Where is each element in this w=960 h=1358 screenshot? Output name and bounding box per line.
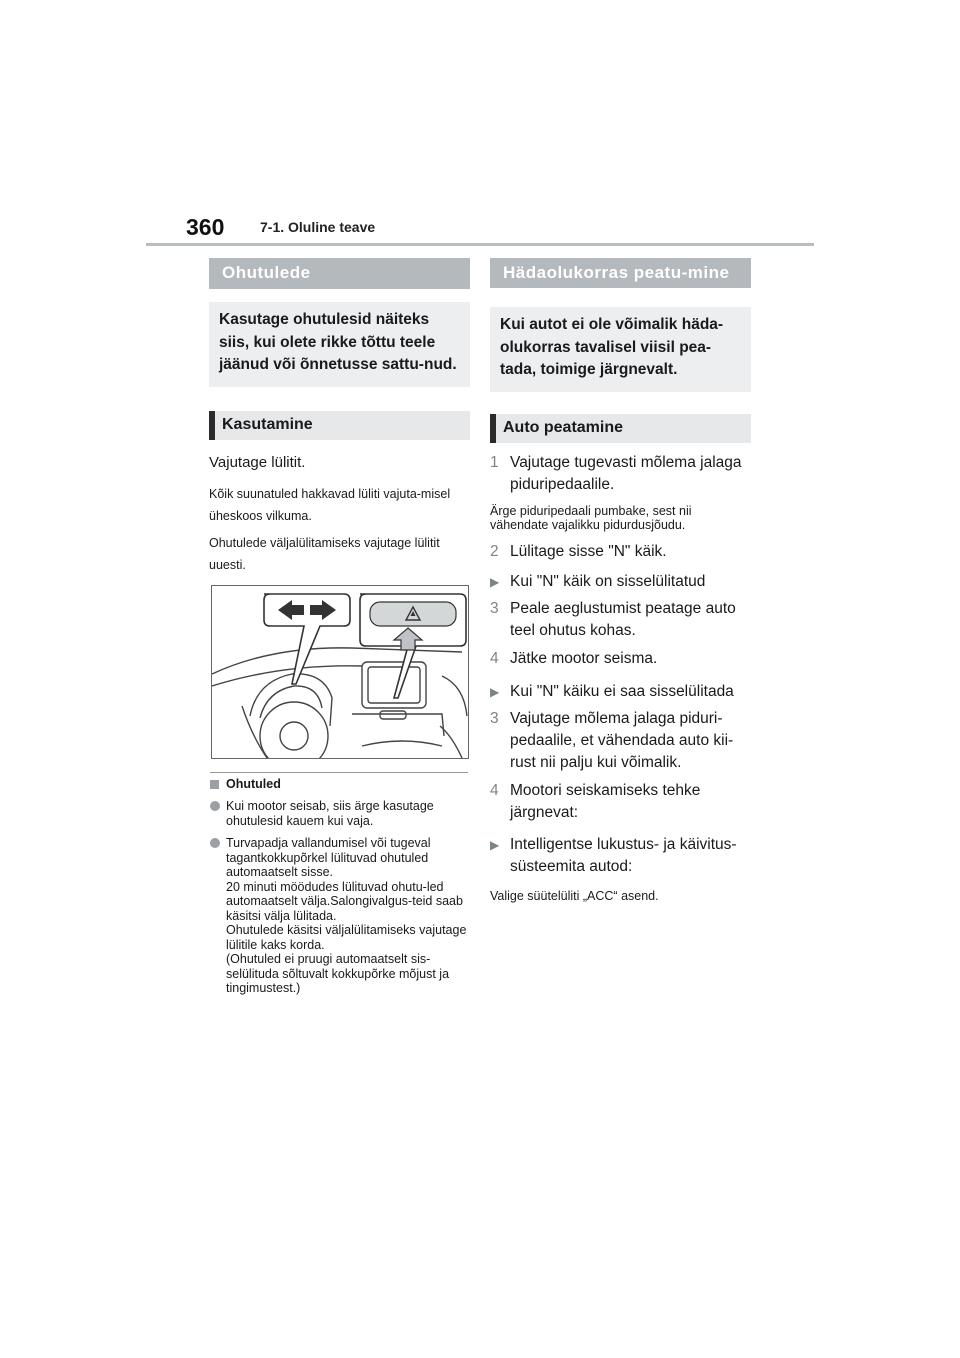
step-3a — [490, 598, 751, 642]
subsection-heading-usage: Kasutamine — [209, 411, 470, 440]
step-number: 2 — [490, 542, 499, 560]
step-number: 4 — [490, 781, 499, 799]
step-number: 3 — [490, 599, 499, 617]
section-lead-2: Kui autot ei ole võimalik häda-olukorras tavalisel viisil pea-tada, toimige järgnevalt. — [490, 307, 751, 392]
step-1 — [490, 452, 751, 496]
step-3b — [490, 708, 751, 774]
notes-divider — [210, 772, 468, 773]
section-title-emergency-stop: Hädaolukorras peatu-mine — [490, 258, 751, 288]
step-text: Jätke mootor seisma. — [510, 649, 658, 667]
description-text-2: Ohutulede väljalülitamiseks vajutage lülitit uuesti. — [209, 535, 440, 572]
step-note: Ärge piduripedaali pumbake, sest nii vähendate vajalikku pidurdusjõudu. — [490, 503, 692, 532]
case-text: Intelligentse lukustus- ja käivitus-süsteemita autod: — [510, 835, 737, 875]
step-text: Lülitage sisse "N" käik. — [510, 542, 667, 560]
note-text-2: Turvapadja vallandumisel või tugeval tagantkokkupõrkel lülituvad ohutuled automaatselt sisse. 20 minuti möödudes lülituvad ohutu-led automaatselt välja.Salongivalgus-teid saab käsitsi välja lülitada. Ohutulede käsitsi väljalülitamiseks vajutage lülitile kaks korda. (Ohutuled ei pruugi automaatselt sis-selülituda sõltuvalt kokkupõrke mõjust ja tingimustest.) — [226, 836, 467, 995]
case-item-2 — [490, 681, 751, 703]
square-icon — [210, 780, 219, 789]
step-text: Vajutage tugevasti mõlema jalaga piduripedaalile. — [510, 453, 742, 493]
case-item-3 — [490, 834, 751, 878]
step-4a — [490, 648, 751, 670]
dashboard-illustration — [211, 585, 469, 759]
step-text: Peale aeglustumist peatage auto teel ohutus kohas. — [510, 599, 736, 639]
step-text: Mootori seiskamiseks tehke järgnevat: — [510, 781, 701, 821]
step-text: Vajutage mõlema jalaga piduri-pedaalile, et vähendada auto kii-rust nii palju kui võimalik. — [510, 709, 734, 771]
dot-icon — [210, 801, 220, 811]
arrow-right-icon: ▶ — [490, 684, 500, 699]
subsection-heading-stopping: Auto peatamine — [490, 414, 751, 443]
right-column — [490, 258, 751, 905]
step-number: 3 — [490, 709, 499, 727]
arrow-right-icon: ▶ — [490, 574, 500, 589]
dot-icon — [210, 838, 220, 848]
hazard-button-callout — [360, 594, 466, 698]
notes-heading — [210, 777, 468, 791]
note-item-2 — [210, 836, 468, 996]
chapter-title: 7-1. Oluline teave — [260, 219, 376, 235]
step-number: 4 — [490, 649, 499, 667]
step-2 — [490, 541, 751, 563]
instruction-text: Vajutage lülitit. — [209, 453, 306, 471]
section-title-hazard-lights: Ohutulede — [209, 258, 470, 289]
case-text: Kui "N" käik on sisselülitatud — [510, 572, 706, 590]
left-column — [209, 258, 470, 576]
note-item — [210, 799, 468, 828]
arrow-right-icon: ▶ — [490, 837, 500, 852]
header-rule — [146, 243, 814, 246]
final-note: Valige süütelüliti „ACC“ asend. — [490, 888, 659, 903]
page-number: 360 — [186, 214, 225, 240]
step-4b — [490, 780, 751, 824]
note-text: Kui mootor seisab, siis ärge kasutage ohutulesid kauem kui vaja. — [226, 799, 434, 828]
notes-heading-text: Ohutuled — [226, 777, 281, 791]
notes-section — [210, 777, 468, 996]
description-text: Kõik suunatuled hakkavad lüliti vajuta-misel üheskoos vilkuma. — [209, 486, 451, 523]
case-text: Kui "N" käiku ei saa sisselülitada — [510, 682, 734, 700]
section-lead: Kasutage ohutulesid näiteks siis, kui olete rikke tõttu teele jäänud või õnnetusse sattu-nud. — [209, 302, 470, 387]
step-number: 1 — [490, 453, 499, 471]
dashboard-drawing — [212, 586, 468, 758]
case-item — [490, 571, 751, 593]
